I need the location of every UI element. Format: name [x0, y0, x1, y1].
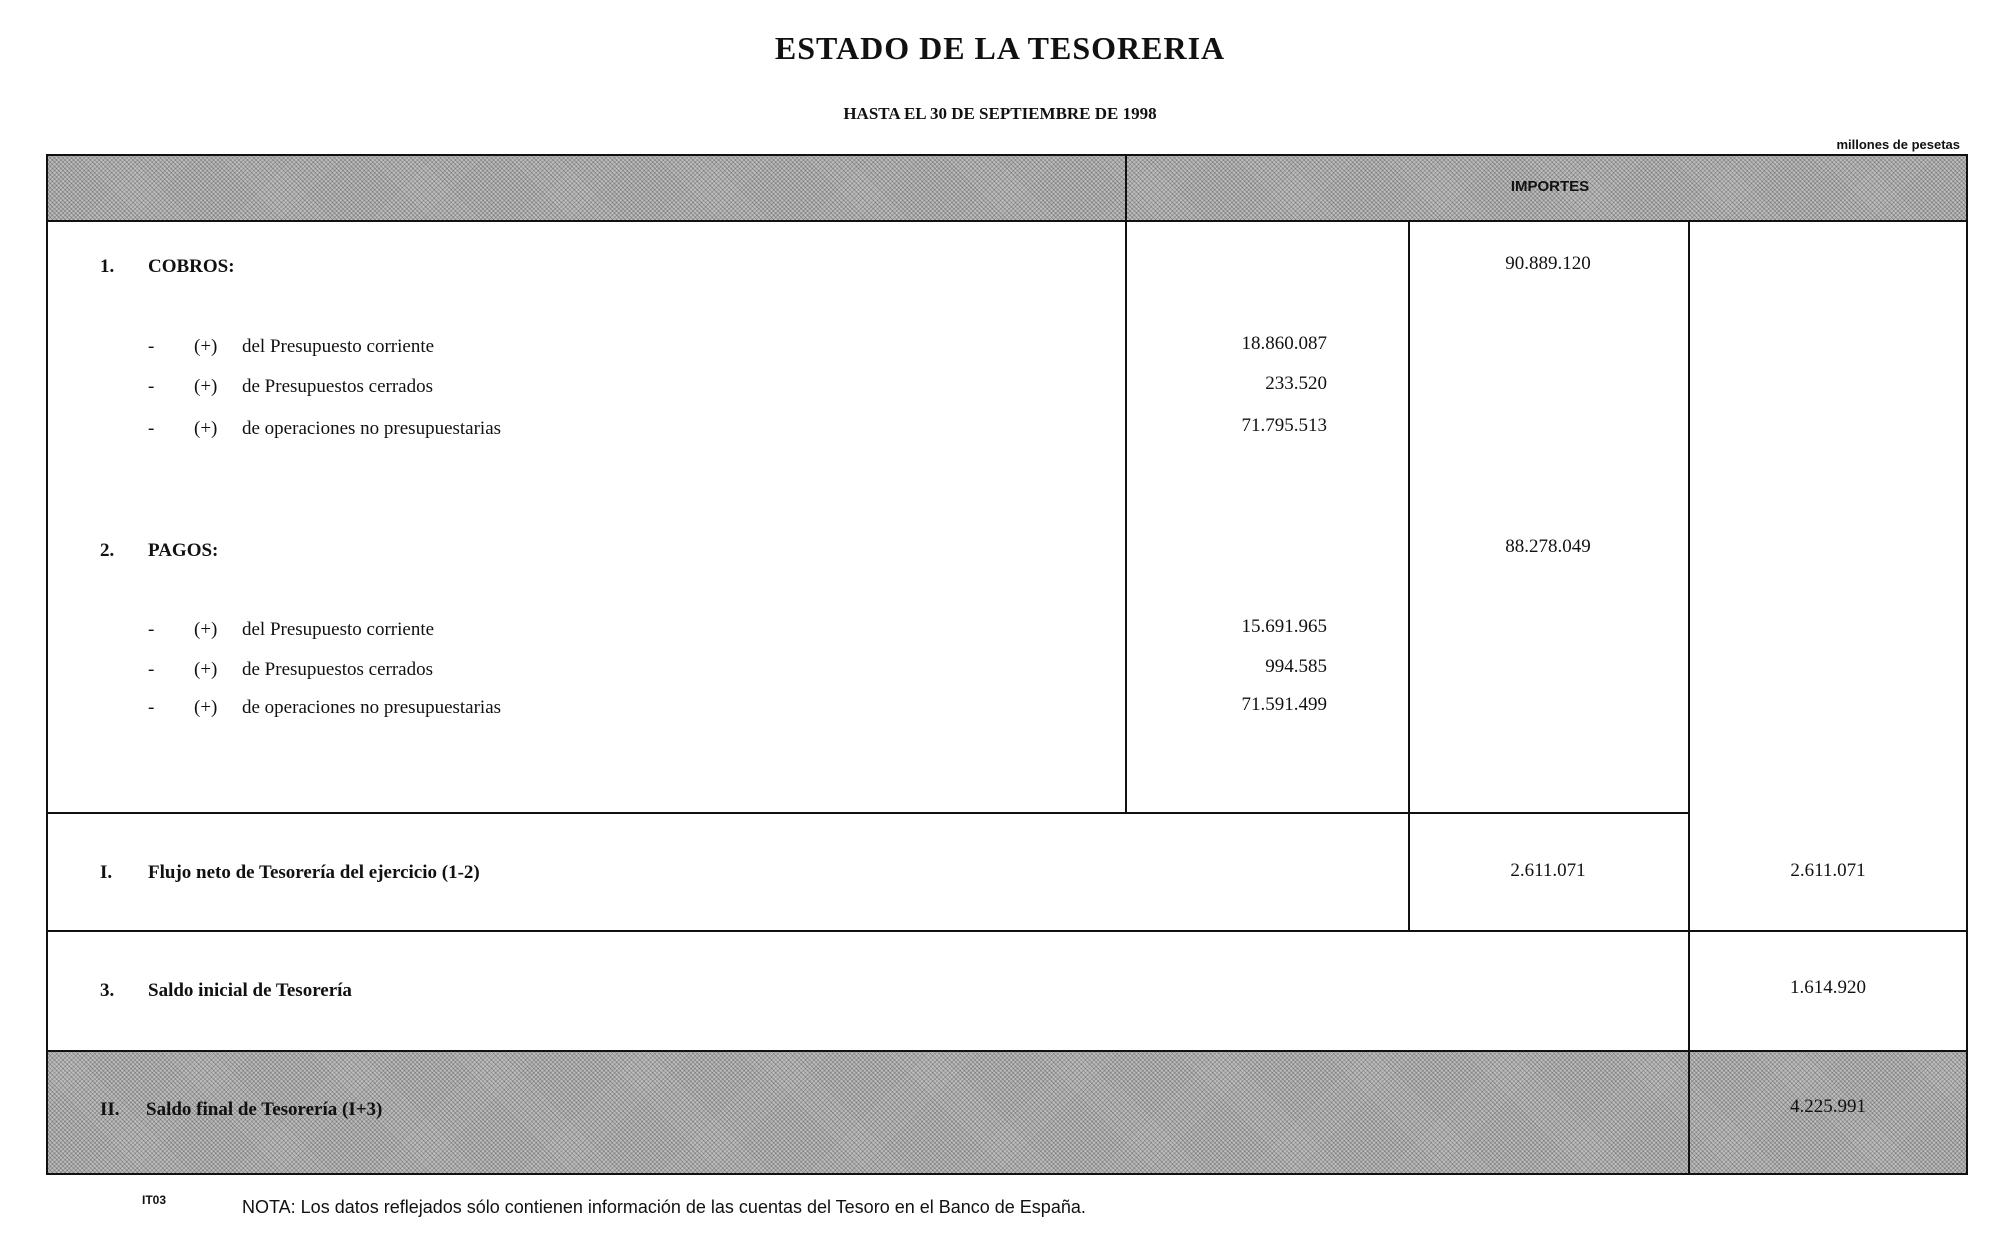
item-sign: (+) [194, 376, 218, 397]
saldo-inicial-label: Saldo inicial de Tesorería [148, 980, 352, 1001]
item-value: 233.520 [1265, 373, 1327, 394]
pagos-number: 2. [100, 540, 115, 561]
item-dash: - [148, 336, 155, 357]
item-value: 71.795.513 [1241, 415, 1327, 436]
item-dash: - [148, 418, 155, 439]
saldo-inicial-number: 3. [100, 980, 115, 1001]
header-divider [1125, 154, 1127, 222]
units-label: millones de pesetas [1836, 137, 1960, 152]
item-dash: - [148, 659, 155, 680]
item-sign: (+) [194, 659, 218, 680]
flujo-label: Flujo neto de Tesorería del ejercicio (1-2) [148, 862, 480, 883]
cobros-total: 90.889.120 [1505, 253, 1591, 274]
item-label: de Presupuestos cerrados [242, 376, 434, 397]
item-label: del Presupuesto corriente [242, 336, 435, 357]
cobros-number: 1. [100, 256, 115, 277]
item-sign: (+) [194, 697, 218, 718]
saldo-final-number: II. [100, 1099, 120, 1120]
item-label: de operaciones no presupuestarias [242, 697, 502, 718]
item-label: de operaciones no presupuestarias [242, 418, 502, 439]
item-sign: (+) [194, 619, 218, 640]
saldo-final-label: Saldo final de Tesorería (I+3) [146, 1099, 383, 1120]
item-value: 18.860.087 [1241, 333, 1327, 354]
item-sign: (+) [194, 418, 218, 439]
saldo-final-value: 4.225.991 [1790, 1096, 1866, 1117]
item-value: 994.585 [1265, 656, 1327, 677]
col-divider-1 [1125, 220, 1127, 814]
item-label: del Presupuesto corriente [242, 619, 435, 640]
rule-after-flujo [46, 930, 1968, 932]
pagos-total: 88.278.049 [1505, 536, 1591, 557]
rule-after-pagos [46, 812, 1688, 814]
item-sign: (+) [194, 336, 218, 357]
flujo-number: I. [100, 862, 113, 883]
flujo-value-total: 2.611.071 [1790, 860, 1866, 881]
cobros-label: COBROS: [148, 256, 235, 277]
item-dash: - [148, 619, 155, 640]
col-divider-2 [1408, 220, 1410, 932]
flujo-value-importe: 2.611.071 [1510, 860, 1586, 881]
item-dash: - [148, 376, 155, 397]
item-value: 71.591.499 [1241, 694, 1327, 715]
saldo-inicial-value: 1.614.920 [1790, 977, 1866, 998]
item-dash: - [148, 697, 155, 718]
item-value: 15.691.965 [1241, 616, 1327, 637]
item-label: de Presupuestos cerrados [242, 659, 434, 680]
footer-note: NOTA: Los datos reflejados sólo contienen información de las cuentas del Tesoro en el Banco de España. [242, 1197, 1086, 1217]
importes-header: IMPORTES [1510, 178, 1590, 195]
page-subtitle: HASTA EL 30 DE SEPTIEMBRE DE 1998 [843, 104, 1157, 123]
col-divider-3 [1688, 220, 1690, 1175]
pagos-label: PAGOS: [148, 540, 219, 561]
table-header [46, 154, 1968, 222]
page-title: ESTADO DE LA TESORERIA [774, 30, 1226, 66]
footer-code: IT03 [142, 1193, 167, 1207]
